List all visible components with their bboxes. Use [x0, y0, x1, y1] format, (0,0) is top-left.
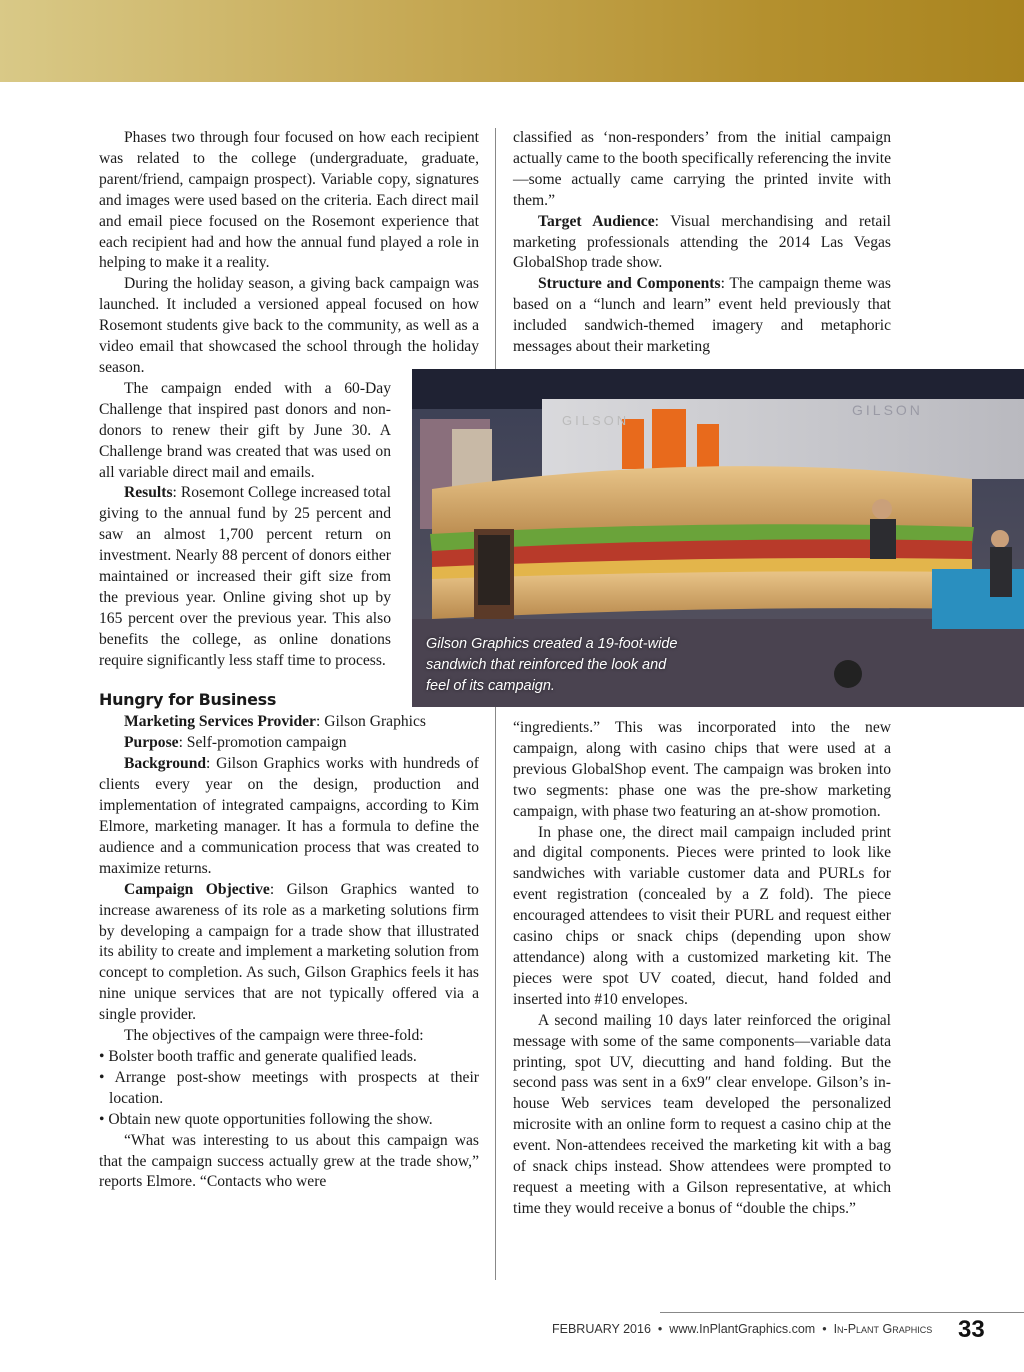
- body-paragraph: A second mailing 10 days later reinforced the original message with some of the same components—variable data printing, spot UV, diecutting and hand folding. But the second pass was sent in a 6x9″ clear envelope. Gilson’s in-house Web services team developed the personalized microsite with an online form to request a casino chip at the event. Non-attendees received the marketing kit with a bag of snack chips instead. Show attendees were prompted to request a meeting with a Gilson representative, at which time they would receive a bonus of “double the chips.”: [513, 1011, 891, 1217]
- purpose-paragraph: [99, 733, 479, 754]
- bullet-item: • Bolster booth traffic and generate qualified leads.: [99, 1047, 417, 1065]
- photo-caption: [426, 634, 726, 697]
- provider-paragraph: [99, 712, 479, 733]
- caption-line: feel of its campaign.: [426, 678, 555, 694]
- structure-paragraph: [513, 274, 891, 358]
- body-paragraph: During the holiday season, a giving back campaign was launched. It included a versioned appeal focused on how Rosemont students give back to the community, as well as a video email that showcased the school through the holiday season.: [99, 275, 479, 376]
- section-heading: Hungry for Business: [99, 689, 277, 709]
- audience-label: Target Audience: [538, 212, 655, 230]
- footer-website[interactable]: www.InPlantGraphics.com: [669, 1322, 816, 1336]
- booth-sign-right: GILSON: [852, 402, 923, 418]
- bullet-item: • Arrange post-show meetings with prospects at their location.: [99, 1068, 479, 1107]
- footer-bullet: •: [657, 1322, 663, 1336]
- header-band: [0, 0, 1024, 82]
- footer-publication: In-Plant Graphics: [833, 1322, 933, 1336]
- booth-sign-left: GILSON: [562, 413, 630, 428]
- footer-date: FEBRUARY 2016: [552, 1322, 651, 1336]
- body-paragraph: classified as ‘non-responders’ from the initial campaign actually came to the booth specifically referencing the invite—some actually came carrying the printed invite with them.”: [513, 129, 891, 209]
- footer: [552, 1322, 932, 1336]
- right-column-bottom: [513, 718, 891, 1220]
- right-column-top: [513, 128, 891, 358]
- structure-label: Structure and Components: [538, 275, 721, 293]
- structure-text: : The campaign theme was based on a “lunch and learn” event held previously that included sandwich-themed imagery and metaphoric messages about their marketing: [513, 275, 891, 356]
- background-paragraph: [99, 754, 479, 879]
- background-label: Background: [124, 755, 207, 773]
- provider-text: : Gilson Graphics: [315, 713, 426, 731]
- audience-paragraph: [513, 212, 891, 275]
- objective-text: : Gilson Graphics wanted to increase awareness of its role as a marketing solutions firm by developing a campaign for a trade show that illustrated its ability to create and implement a marketing solution from concept to completion. As such, Gilson Graphics feels it has nine unique services that are not typically offered via a single provider.: [99, 880, 479, 1024]
- body-paragraph: The objectives of the campaign were three-fold:: [124, 1027, 424, 1045]
- body-paragraph: The campaign ended with a 60-Day Challenge that inspired past donors and non-donors to renew their gift by June 30. A Challenge brand was created that was used on all variable direct mail and emails.: [99, 379, 391, 481]
- provider-label: Marketing Services Provider: [124, 713, 316, 731]
- objective-label: Campaign Objective: [124, 880, 270, 898]
- page-number: 33: [958, 1316, 985, 1343]
- footer-rule: [660, 1312, 1024, 1313]
- background-text: : Gilson Graphics works with hundreds of clients every year on the design, production and implementation of integrated campaigns, according to Kim Elmore, marketing manager. It has a formula to define the audience and a communication process that was created to maximize returns.: [99, 755, 479, 877]
- results-paragraph: [99, 483, 391, 671]
- purpose-text: : Self-promotion campaign: [178, 734, 347, 752]
- audience-text: : Visual merchandising and retail marketing professionals attending the 2014 Las Vegas GlobalShop trade show.: [513, 212, 891, 272]
- caption-line: Gilson Graphics created a 19-foot-wide: [426, 636, 678, 652]
- footer-bullet: •: [822, 1322, 827, 1336]
- caption-line: sandwich that reinforced the look and: [426, 657, 667, 673]
- body-paragraph: “What was interesting to us about this campaign was that the campaign success actually grew at the trade show,” reports Elmore. “Contacts who were: [99, 1131, 479, 1191]
- body-paragraph: In phase one, the direct mail campaign included print and digital components. Pieces were printed to look like sandwiches with variable customer data and PURLs for event registration (concealed by a Z fold). The piece encouraged attendees to visit their PURL and request either casino chips or snack chips (depending upon show attendance) along with a customized marketing kit. The pieces were spot UV coated, diecut, hand folded and inserted into #10 envelopes.: [513, 823, 891, 1008]
- body-paragraph: Phases two through four focused on how each recipient was related to the college (undergraduate, graduate, parent/friend, campaign prospect). Variable copy, signatures and images were used based on the criteria. Each direct mail and email piece focused on the Rosemont experience that each recipient had and how the annual fund played a role in helping to make it a reality.: [99, 129, 479, 272]
- bullet-item: • Obtain new quote opportunities following the show.: [99, 1110, 433, 1128]
- purpose-label: Purpose: [124, 734, 179, 752]
- results-text: : Rosemont College increased total giving to the annual fund by 25 percent and saw an almost 1,700 percent return on investment. Nearly 88 percent of donors either maintained or increased their gift size from the previous year. Online giving shot up by 165 percent over the previous year. This also benefits the college, as online donations require significantly less staff time to process.: [99, 484, 391, 669]
- body-paragraph: “ingredients.” This was incorporated into the new campaign, along with casino chips that were used at a previous GlobalShop event. The campaign was broken into two segments: phase one was the pre-show marketing campaign, with phase two featuring an at-show promotion.: [513, 719, 891, 820]
- objective-paragraph: [99, 880, 479, 1026]
- results-label: Results: [124, 484, 173, 502]
